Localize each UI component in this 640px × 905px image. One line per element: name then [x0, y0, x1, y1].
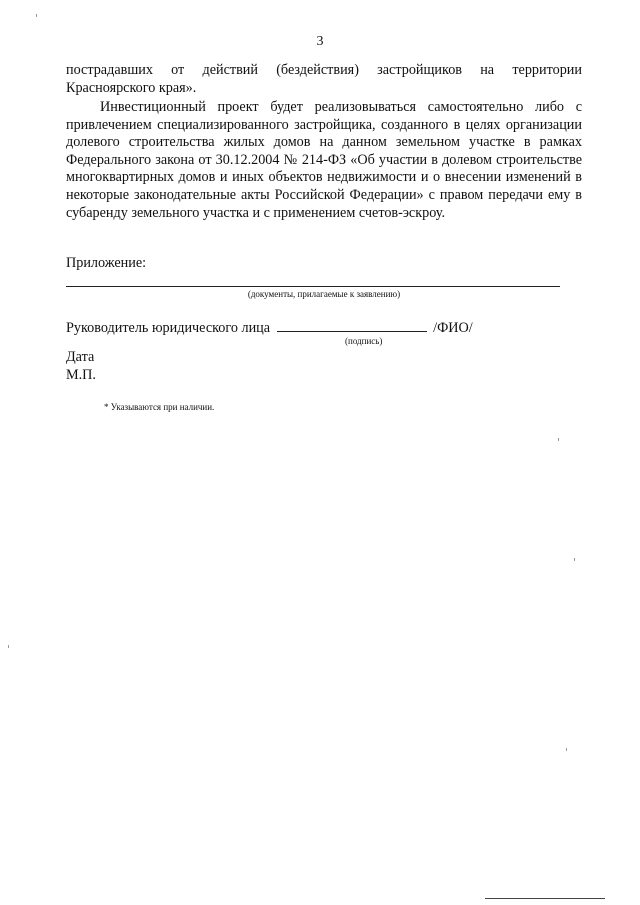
attachment-caption: (документы, прилагаемые к заявлению): [247, 289, 401, 299]
paragraph-2: Инвестиционный проект будет реализовываться самостоятельно либо с привлечением специализированного застройщика, созданного в целях организации долевого строительства жилых домов на данном земельном участке в рамках Федерального закона от 30.12.2004 № 214-ФЗ «Об участии в долевом строительстве многоквартирных домов и иных объектов недвижимости и о внесении изменений в некоторые законодательные акты Российской Федерации» с правом передачи ему в субаренду земельного участка и с применением счетов-эскроу.: [66, 99, 582, 221]
attachment-line: [66, 286, 560, 287]
signature-caption: (подпись): [345, 336, 383, 346]
signer-role-label: Руководитель юридического лица: [66, 320, 271, 336]
stamp-label: М.П.: [66, 367, 96, 383]
signer-name-placeholder: /ФИО/: [433, 320, 473, 336]
scan-speck: [566, 748, 567, 751]
signature-row: [66, 318, 473, 337]
scan-speck: [558, 438, 559, 441]
scan-speck: [574, 558, 575, 561]
bottom-rule: [485, 898, 605, 899]
paragraph-1: пострадавших от действий (бездействия) застройщиков на территории Красноярского края».: [66, 62, 582, 96]
scan-speck: [36, 14, 37, 17]
page-number: 3: [316, 34, 324, 49]
signature-blank: [277, 318, 427, 332]
scan-speck: [8, 645, 9, 648]
footnote: * Указываются при наличии.: [104, 402, 215, 412]
attachment-label: Приложение:: [66, 255, 147, 271]
date-label: Дата: [66, 349, 95, 365]
